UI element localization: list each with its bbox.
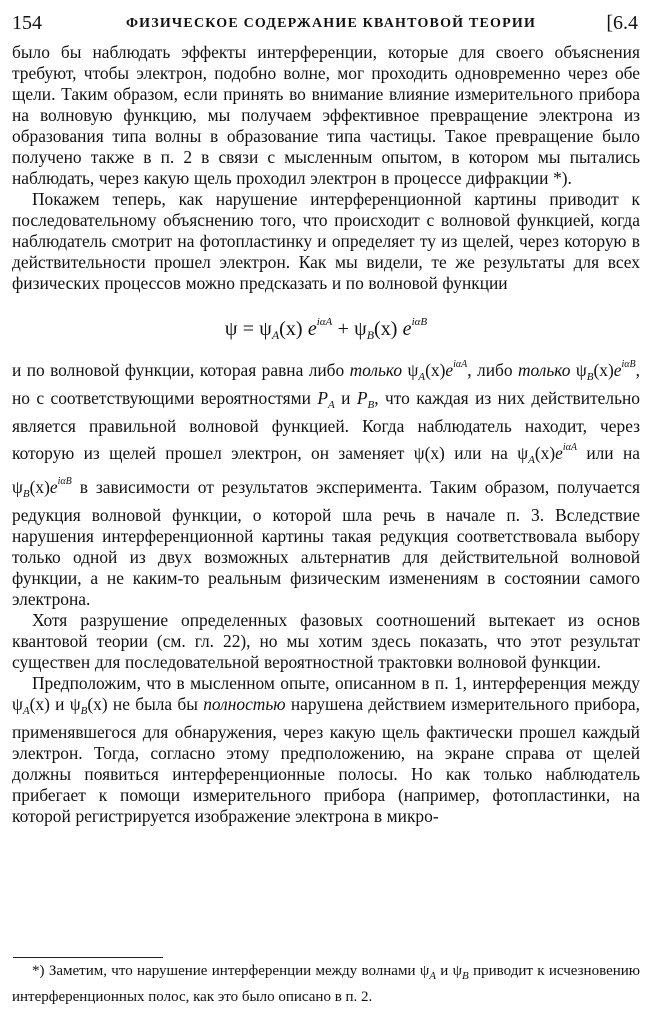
p5-and: и (49, 694, 70, 714)
p3-only-2: только (517, 360, 571, 380)
paragraph-2: Покажем теперь, как нарушение интерференционной картины приводит к последовательному объяснению того, что происходит с волновой функцией, когда наблюдатель смотрит на фотопластинку и определяет ту из щелей, через которую в действительности прошел электрон. Как мы видели, те же результаты для всех физических процессов можно предсказать и по волновой функции (12, 189, 640, 293)
p3-x-a: (x) (425, 360, 446, 380)
p3-x-a-2: (x) (534, 443, 556, 463)
p3-e-b-2: e (49, 477, 58, 497)
footnote-sub-b: B (462, 970, 469, 982)
formula-psi-b: ψ (354, 318, 367, 340)
footnote-psi-b: ψ (452, 963, 463, 979)
p5-text-1: Предположим, что в мысленном опыте, описанном в п. 1, интерференция между (32, 673, 640, 693)
p5-fully: полностью (203, 694, 286, 714)
footnote-rule (13, 957, 163, 958)
p3-text-3: , но с соответствующими вероятностями (12, 360, 640, 408)
paragraph-3: и по волновой функции, которая равна либо только $\psi_A(x)e^{i\alpha A}$, либо только $\psi_B(x)e^{i\alpha B}$, но с соответствующими вероятностями $P_A$ и $P_B$, что каждая из них действительно является правильной волновой функцией. Когда наблюдатель находит, через которую из щелей прошел электрон, он заменяет ψ(x) или на $\psi_A(x)e^{i\alpha A}$ или на $\psi_B(x)e^{i\alpha B}$ в зависимости от результатов эксперимента. Таким образом, получается редукция волновой функции, о которой шла речь в начале п. 3. Вследствие нарушения интерференционной картины такая редукция соответствовала выбору только одной из двух возможных альтернатив для действительной волновой функции, а не каким-то реальным физическим изменениям в состоянии самого электрона. (12, 359, 641, 609)
p3-and: и (334, 388, 357, 408)
p3-text-2: либо (471, 360, 518, 380)
wave-function-formula (12, 307, 640, 342)
p3-sub-b: B (586, 371, 594, 383)
paragraph-5 (12, 673, 640, 827)
page-header (12, 12, 640, 42)
p3-psi-a: ψ (407, 360, 419, 380)
footnote (12, 961, 640, 1008)
formula-psi-a: ψ (259, 318, 272, 340)
footnote-psi-a: ψ (419, 963, 430, 979)
p5-sub-a: A (22, 705, 30, 717)
section-number: [6.4 (606, 12, 638, 34)
formula-e-b: e (402, 318, 412, 340)
p3-exp-b: iαB (621, 359, 636, 370)
p3-text-7: в зависимости от результатов эксперимента. Таким образом, получается редукция волновой функции, о которой шла речь в начале п. 3. Вследствие нарушения интерференционной картины такая редукция соответствовала выбору только одной из двух возможных альтернатив для действительной волновой функции, а не каким-то реальным физическим изменениям в состоянии самого электрона. (12, 477, 640, 609)
p3-sub-b-2: B (22, 488, 30, 500)
page-number: 154 (12, 12, 42, 34)
formula-exp-a: iαA (316, 316, 333, 328)
p5-x-b: (x) (87, 694, 108, 714)
p3-exp-a-2: iαA (562, 442, 577, 453)
p3-text-4: , что каждая из них действительно является правильной волновой функцией. Когда наблюдатель находит, через которую из щелей прошел электрон, он заменяет (12, 388, 641, 463)
p5-psi-b: ψ (69, 694, 81, 714)
p5-sub-b: B (80, 705, 88, 717)
p3-exp-a: iαA (453, 359, 468, 370)
footnote-text-1: *) Заметим, что нарушение интерференции между волнами (32, 963, 420, 979)
p3-exp-b-2: iαB (57, 476, 72, 487)
formula-sub-a: A (271, 328, 280, 342)
p3-e-b: e (613, 360, 622, 380)
p3-psi-x: ψ(x) (413, 443, 445, 463)
formula-equals: = (237, 318, 260, 340)
p3-prob-b-sub: B (367, 399, 375, 411)
p3-psi-a-2: ψ (517, 443, 529, 463)
p5-psi-a: ψ (12, 694, 23, 714)
p3-psi-b: ψ (575, 360, 587, 380)
footnote-sub-a: A (429, 970, 436, 982)
main-text (12, 42, 640, 827)
formula-e-a: e (307, 318, 317, 340)
p3-e-a-2: e (555, 443, 563, 463)
p3-psi-b-2: ψ (12, 477, 23, 497)
p3-e-a: e (445, 360, 454, 380)
p3-x-b: (x) (593, 360, 614, 380)
p3-prob-a: P (317, 388, 329, 408)
formula-x-b: (x) (374, 318, 398, 340)
running-title: ФИЗИЧЕСКОЕ СОДЕРЖАНИЕ КВАНТОВОЙ ТЕОРИИ (125, 16, 537, 31)
formula-x-a: (x) (279, 318, 303, 340)
footnote-and: и (435, 963, 453, 979)
p3-x-b-2: (x) (29, 477, 50, 497)
paragraph-1: было бы наблюдать эффекты интерференции, которые для своего объяснения требуют, чтобы электрон, подобно волне, мог проходить одновременно через обе щели. Таким образом, если принять во внимание влияние измерительного прибора на волновую функцию, мы получаем эффективное превращение электрона из образования типа волны в образование типа частицы. Такое превращение было получено также в п. 2 в связи с мысленным опытом, в котором мы пытались наблюдать, через какую щель проходил электрон в процессе дифракции *). (12, 42, 640, 188)
paragraph-4: Хотя разрушение определенных фазовых соотношений вытекает из основ квантовой теории (см. гл. 22), но мы хотим здесь показать, что этот результат существен для последовательной вероятностной трактовки волновой функции. (12, 610, 640, 672)
p3-text-6: или на (576, 443, 640, 463)
footnote-text-2: приводит к исчезновению интерференционных полос, как это было описано в п. 2. (12, 963, 641, 1005)
formula-plus: + (332, 318, 355, 340)
formula-exp-b: iαB (411, 316, 428, 328)
formula-sub-b: B (366, 328, 375, 342)
p3-text-1: и по волновой функции, которая равна либо (12, 360, 350, 380)
p5-x-a: (x) (29, 694, 50, 714)
p3-sub-a-2: A (528, 454, 535, 466)
p3-sub-a: A (418, 371, 426, 383)
p3-prob-a-sub: A (328, 399, 335, 411)
p3-text-5: или на (444, 443, 518, 463)
p3-only-1: только (349, 360, 403, 380)
formula-psi: ψ (224, 318, 238, 340)
p5-text-3: нарушена действием измерительного прибора, применявшегося для обнаружения, через какую щель фактически прошел каждый электрон. Тогда, согласно этому предположению, на экране справа от щелей должны появиться интерференционные полосы. Но как только наблюдатель прибегает к помощи измерительного прибора (например, фотопластинки, на которой регистрируется изображение электрона в микро- (12, 694, 640, 826)
p5-text-2: не была бы (107, 694, 204, 714)
p3-prob-b: P (356, 388, 368, 408)
